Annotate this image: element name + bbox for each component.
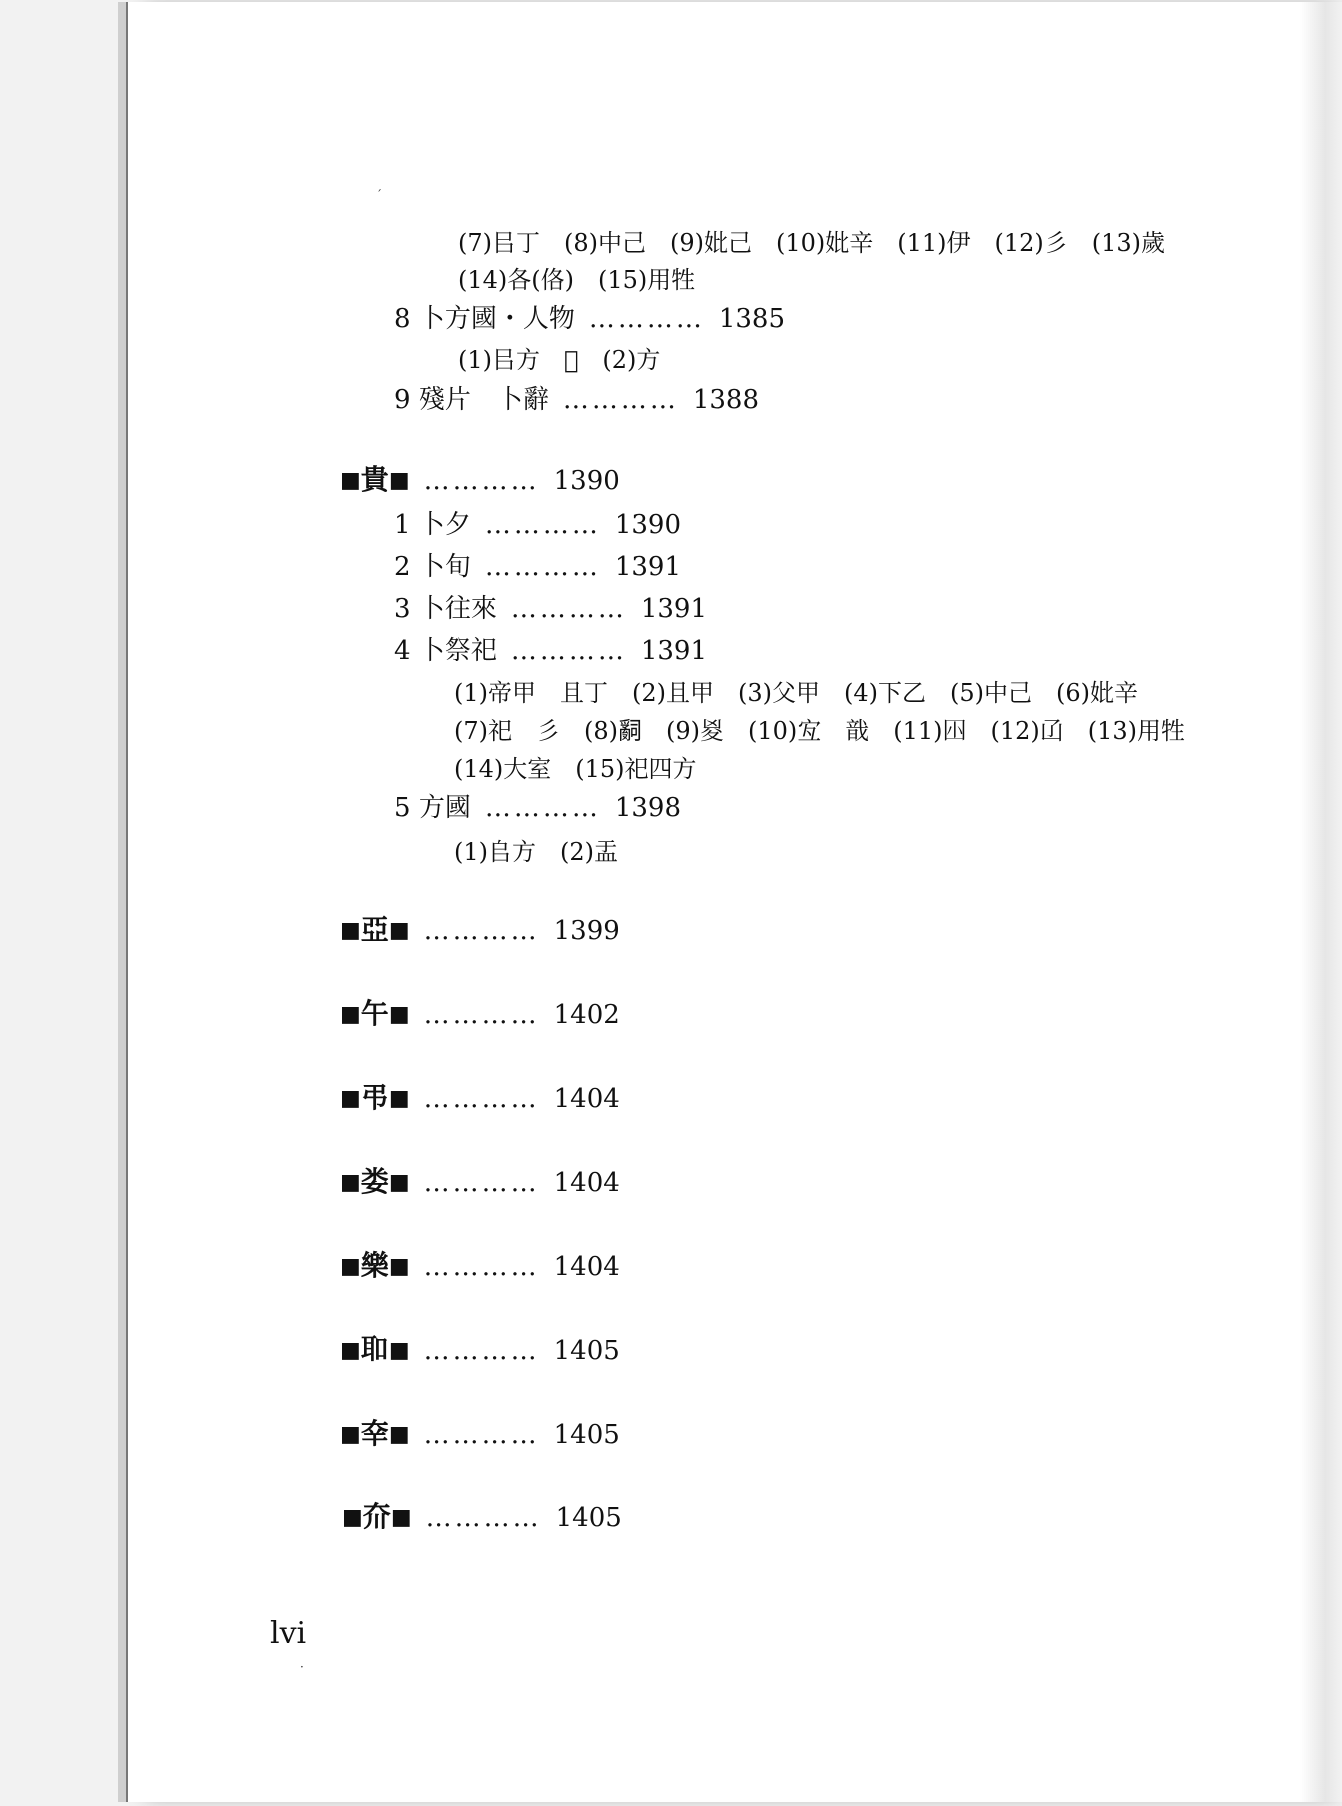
item-number: 2 [394,552,411,582]
item-number: 4 [394,636,411,666]
toc-item-3 [394,594,707,624]
page-ref: 1391 [640,594,707,624]
leader-dots: ………… [423,1000,540,1030]
toc-item-2 [394,552,681,582]
page-ref: 1405 [553,1420,620,1450]
scan-speck: ´ [376,188,382,202]
toc-entry [340,915,620,948]
square-bullet: ■ [340,918,361,943]
toc-item-4-sub-3: (14)大室 (15)祀四方 [454,755,697,783]
scan-speck: · [300,1660,304,1674]
square-bullet: ■ [340,1422,361,1447]
square-bullet: ■ [388,918,410,943]
toc-entry [340,1335,620,1368]
toc-item-9 [394,385,759,415]
item-label: 卜旬 [418,552,471,582]
square-bullet: ■ [388,468,410,493]
leader-dots: ………… [423,1420,540,1450]
square-bullet: ■ [388,1002,410,1027]
page-ref: 1391 [614,552,681,582]
item-label: 卜夕 [418,510,471,540]
toc-entry [340,1251,620,1284]
toc-entry [340,1167,620,1200]
page-ref: 1390 [553,466,620,496]
leader-dots: ………… [423,916,540,946]
square-bullet: ■ [340,1338,361,1363]
leader-dots: ………… [484,793,601,823]
square-bullet: ■ [390,1505,412,1530]
leader-dots: ………… [588,304,705,334]
square-bullet: ■ [340,1086,361,1111]
item-label: 卜往來 [418,594,497,624]
toc-entry [340,999,620,1032]
item-number: 1 [394,510,411,540]
page-ref: 1405 [555,1503,622,1533]
toc-item-1 [394,510,681,540]
page-ref: 1404 [553,1168,620,1198]
square-bullet: ■ [340,468,361,493]
leader-dots: ………… [562,385,679,415]
sub-entries-line-2: (14)各(佫) (15)用牲 [458,266,696,294]
page-ref: 1398 [614,793,681,823]
page-ref: 1405 [553,1336,620,1366]
toc-entry-main [340,465,620,498]
item-number: 9 [394,385,411,415]
item-label: 卜祭祀 [418,636,497,666]
page-ref: 1385 [718,304,785,334]
toc-entry [342,1502,622,1535]
page-ref: 1404 [553,1084,620,1114]
leader-dots: ………… [423,1252,540,1282]
entry-char: 午 [360,997,389,1030]
entry-char: 夼 [362,1500,391,1533]
square-bullet: ■ [388,1170,410,1195]
entry-char: 樂 [360,1249,389,1282]
leader-dots: ………… [484,552,601,582]
leader-dots: ………… [425,1503,542,1533]
square-bullet: ■ [340,1170,361,1195]
page-ref: 1399 [553,916,620,946]
item-number: 8 [394,304,411,334]
leader-dots: ………… [423,466,540,496]
leader-dots: ………… [484,510,601,540]
item-label: 殘片 卜辭 [418,385,549,415]
square-bullet: ■ [340,1002,361,1027]
leader-dots: ………… [423,1084,540,1114]
item-label: 卜方國・人物 [418,304,575,334]
leader-dots: ………… [423,1168,540,1198]
square-bullet: ■ [388,1254,410,1279]
toc-item-5-sub: (1)𠂤方 (2)盂 [454,838,618,866]
page-ref: 1391 [640,636,707,666]
entry-char: 弔 [360,1081,389,1114]
square-bullet: ■ [340,1254,361,1279]
toc-item-8-sub: (1)㠯方 𡧊 (2)方 [458,346,661,374]
entry-char: 貴 [360,463,389,496]
page-number: lvi [270,1616,307,1651]
item-number: 3 [394,594,411,624]
page-ref: 1390 [614,510,681,540]
toc-item-4-sub-1: (1)帝甲 且丁 (2)且甲 (3)父甲 (4)下乙 (5)中己 (6)妣辛 [454,679,1138,707]
toc-item-4 [394,636,707,666]
toc-entry [340,1419,620,1452]
leader-dots: ………… [510,636,627,666]
entry-char: 𦔻 [360,1333,389,1366]
toc-item-8 [394,304,785,334]
page-edge [1300,2,1342,1802]
square-bullet: ■ [388,1422,410,1447]
page-ref: 1402 [553,1000,620,1030]
item-number: 5 [394,793,411,823]
entry-char: 娄 [360,1165,389,1198]
page-ref: 1388 [692,385,759,415]
page-ref: 1404 [553,1252,620,1282]
square-bullet: ■ [342,1505,363,1530]
entry-char: 亞 [360,913,389,946]
toc-entry [340,1083,620,1116]
toc-item-5 [394,793,681,823]
toc-item-4-sub-2: (7)祀 彡 (8)𤔲 (9)㚇 (10)宐 戠 (11)𡆧 (12)𠙶 (13)用牲 [454,717,1186,745]
item-label: 方國 [418,793,471,823]
entry-char: 㚔 [360,1417,389,1450]
leader-dots: ………… [510,594,627,624]
document-page [126,2,1328,1802]
square-bullet: ■ [388,1338,410,1363]
square-bullet: ■ [388,1086,410,1111]
leader-dots: ………… [423,1336,540,1366]
sub-entries-line-1: (7)㠯丁 (8)中己 (9)妣己 (10)妣辛 (11)伊 (12)彡 (13)歲 [458,229,1166,257]
